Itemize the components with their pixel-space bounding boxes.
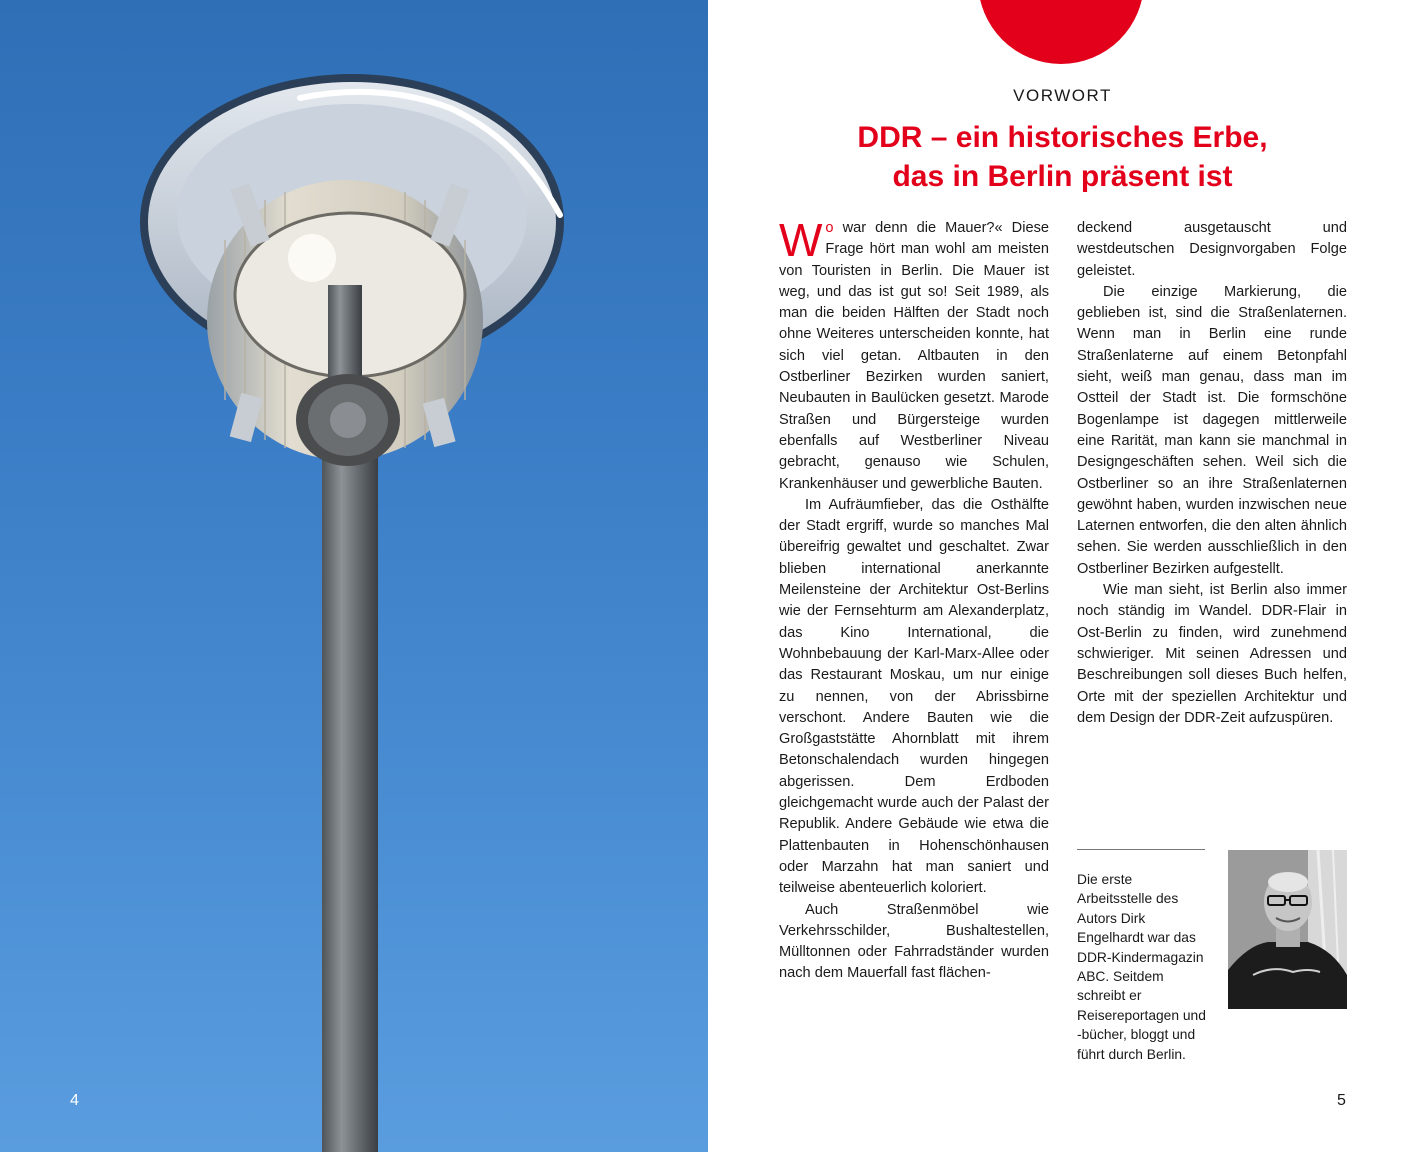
text-column-left [779,214,1049,985]
headline-line-2: das in Berlin präsent ist [892,160,1233,193]
page-number-left: 4 [70,1092,79,1109]
lamp-pole [322,440,378,1152]
red-circle-decoration [978,0,1144,64]
drop-cap: W [779,214,823,266]
headline-line-1: DDR – ein historisches Erbe, [857,121,1268,154]
paragraph: Auch Straßenmöbel wie Verkehrsschilder, Bushaltestellen, Mülltonnen oder Fahrradständer wurden nach dem Mauerfall fast flächen- [779,901,1049,982]
paragraph: Wie man sieht, ist Berlin also immer noch ständig im Wandel. DDR-Flair in Ost-Berlin zu finden, wird zunehmend schwieriger. Mit seinen Adressen und Beschreibungen soll dieses Buch helfen, Orte mit der speziellen Architektur und dem Design der DDR-Zeit aufzuspüren. [1077,582,1347,726]
text-column-right [1077,218,1347,729]
author-photo [1228,850,1347,1009]
paragraph: Im Aufräumfieber, das die Osthälfte der Stadt ergriff, wurde so manches Mal übereifrig gewaltet und geschaltet. Zwar blieben international anerkannte Meilensteine der Architektur Ost-Berlins wie der Fernsehturm am Alexanderplatz, das Kino International, die Wohnbebauung der Karl-Marx-Allee oder das Restaurant Moskau, um nur einige zu nennen, von der Abrissbirne verschont. Andere Bauten wie die Großgaststätte Ahornblatt mit ihrem Betonschalendach wurden hingegen abgerissen. Dem Erdboden gleichgemacht wurde auch der Palast der Republik. Andere Gebäude wie etwa die Plattenbauten in Hohenschönhausen oder Marzahn hat man saniert und teilweise abenteuerlich koloriert. [779,496,1049,897]
paragraph [779,214,1049,495]
left-page [0,0,708,1152]
drop-cap-o: o [825,220,834,236]
page-number-right: 5 [1337,1092,1346,1109]
paragraph: deckend ausgetauscht und westdeutschen Designvorgaben Folge geleistet. [1077,220,1347,279]
street-lamp-photo [0,0,708,1152]
caption-divider [1077,849,1205,850]
headline [708,118,1417,196]
section-label: VORWORT [1013,86,1112,105]
photo-caption: Die erste Arbeitsstelle des Autors Dirk Engelhardt war das DDR-Kindermagazin ABC. Seitdem schreibt er Reisereportagen und -bücher, bloggt und führt durch Berlin. [1077,872,1206,1062]
paragraph-text: war denn die Mauer?« Diese Frage hört man wohl am meisten von Touristen in Berlin. Die Mauer ist weg, und das ist gut so! Seit 1989, als man die beiden Hälften der Stadt noch ohne Weiteres unterscheiden konnte, hat sich viel getan. Altbauten in den Ostberliner Bezirken wurden saniert, Neubauten in Baulücken gesetzt. Marode Straßen und Bürgersteige wurden ebenfalls auf Westberliner Niveau gebracht, genauso wie Schulen, Krankenhäuser und gewerbliche Bauten. [779,220,1049,492]
paragraph: Die einzige Markierung, die geblieben ist, sind die Straßenlaternen. Wenn man in Berlin eine runde Straßenlaterne auf einem Betonpfahl sieht, weiß man genau, dass man im Ostteil der Stadt ist. Die formschöne Bogenlampe ist dagegen mittlerweile eine Rarität, man kann sie manchmal in Designgeschäften sehen. Weil sich die Ostberliner so an ihre Straßenlaternen gewöhnt haben, wurden inzwischen neue Laternen entworfen, die den alten ähnlich sehen. Sie werden ausschließlich in den Ostberliner Bezirken aufgestellt. [1077,283,1347,577]
right-page [708,0,1417,1152]
